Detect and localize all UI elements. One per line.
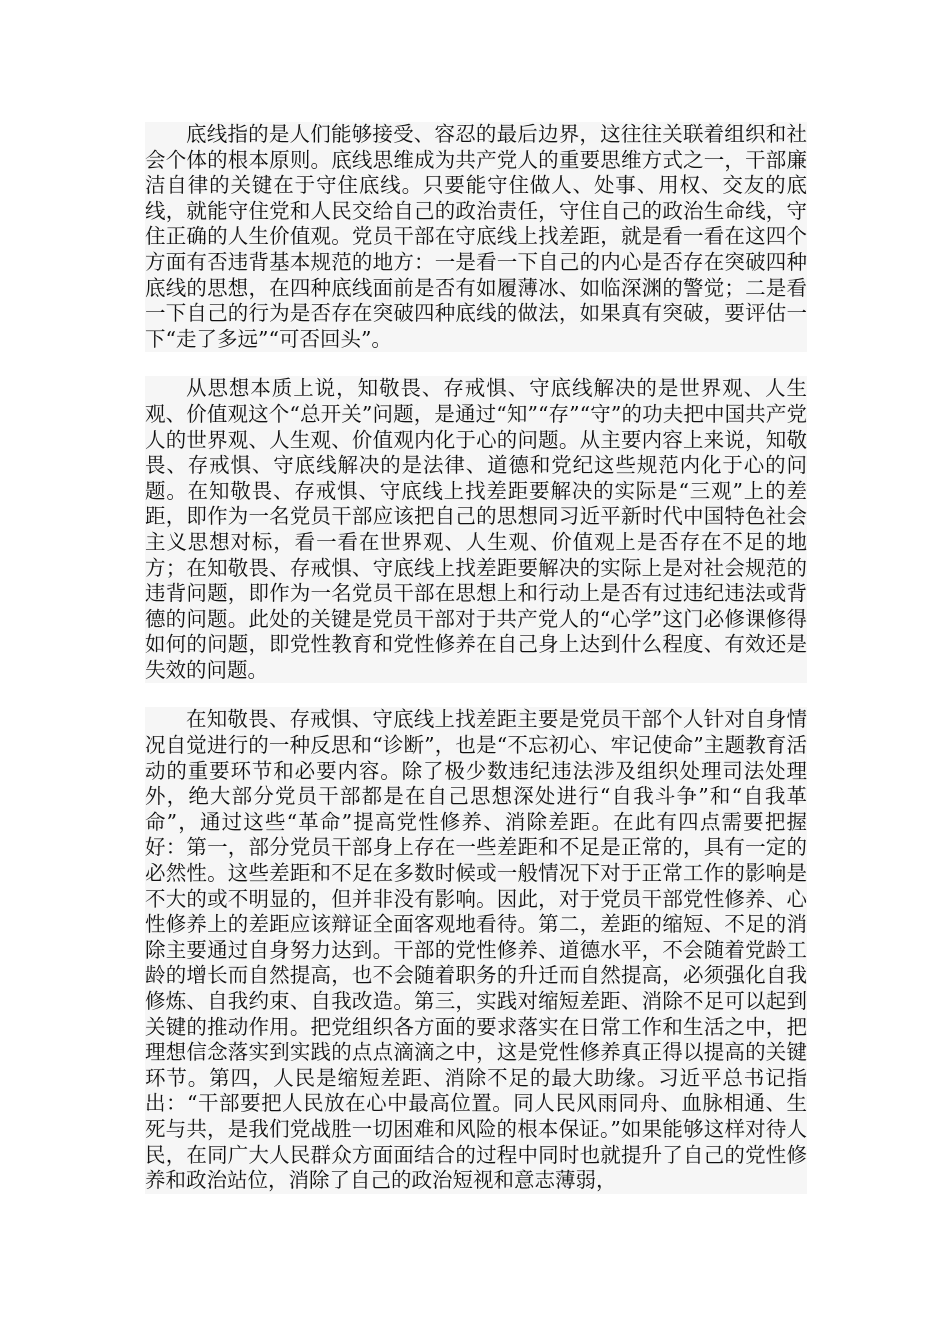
paragraph-ideological-essence: 从思想本质上说，知敬畏、存戒惧、守底线解决的是世界观、人生观、价值观这个“总开关”问题，是通过“知”“存”“守”的功夫把中国共产党人的世界观、人生观、价值观内化于心的问题。从主要内容上来说，知敬畏、存戒惧、守底线解决的是法律、道德和党纪这些规范内化于心的问题。在知敬畏、存戒惧、守底线上找差距要解决的实际是“三观”上的差距，即作为一名党员干部应该把自己的思想同习近平新时代中国特色社会主义思想对标，看一看在世界观、人生观、价值观上是否存在不足的地方；在知敬畏、存戒惧、守底线上找差距要解决的实际上是对社会规范的违背问题，即作为一名党员干部在思想上和行动上是否有过违纪违法或背德的问题。此处的关键是党员干部对于共产党人的“心学”这门必修课修得如何的问题，即党性教育和党性修养在自己身上达到什么程度、有效还是失效的问题。 [145, 376, 807, 682]
paragraph-finding-gaps: 在知敬畏、存戒惧、守底线上找差距主要是党员干部个人针对自身情况自觉进行的一种反思和“诊断”，也是“不忘初心、牢记使命”主题教育活动的重要环节和必要内容。除了极少数违纪违法涉及组织处理司法处理外，绝大部分党员干部都是在自己思想深处进行“自我斗争”和“自我革命”，通过这些“革命”提高党性修养、消除差距。在此有四点需要把握好：第一，部分党员干部身上存在一些差距和不足是正常的，具有一定的必然性。这些差距和不足在多数时候或一般情况下对于正常工作的影响是不大的或不明显的，但并非没有影响。因此，对于党员干部党性修养、心性修养上的差距应该辩证全面客观地看待。第二，差距的缩短、不足的消除主要通过自身努力达到。干部的党性修养、道德水平，不会随着党龄工龄的增长而自然提高，也不会随着职务的升迁而自然提高，必须强化自我修炼、自我约束、自我改造。第三，实践对缩短差距、消除不足可以起到关键的推动作用。把党组织各方面的要求落实在日常工作和生活之中，把理想信念落实到实践的点点滴滴之中，这是党性修养真正得以提高的关键环节。第四，人民是缩短差距、消除不足的最大助缘。习近平总书记指出：“干部要把人民放在心中最高位置。同人民风雨同舟、血脉相通、生死与共，是我们党战胜一切困难和风险的根本保证。”如果能够这样对待人民，在同广大人民群众方面面结合的过程中同时也就提升了自己的党性修养和政治站位，消除了自己的政治短视和意志薄弱， [145, 707, 807, 1193]
paragraph-bottom-line: 底线指的是人们能够接受、容忍的最后边界，这往往关联着组织和社会个体的根本原则。底线思维成为共产党人的重要思维方式之一，干部廉洁自律的关键在于守住底线。只要能守住做人、处事、用权、交友的底线，就能守住党和人民交给自己的政治责任，守住自己的政治生命线，守住正确的人生价值观。党员干部在守底线上找差距，就是看一看在这四个方面有否违背基本规范的地方：一是看一下自己的内心是否存在突破四种底线的思想，在四种底线面前是否有如履薄冰、如临深渊的警觉；二是看一下自己的行为是否存在突破四种底线的做法，如果真有突破，要评估一下“走了多远”“可否回头”。 [145, 122, 807, 351]
document-body [145, 122, 807, 1194]
